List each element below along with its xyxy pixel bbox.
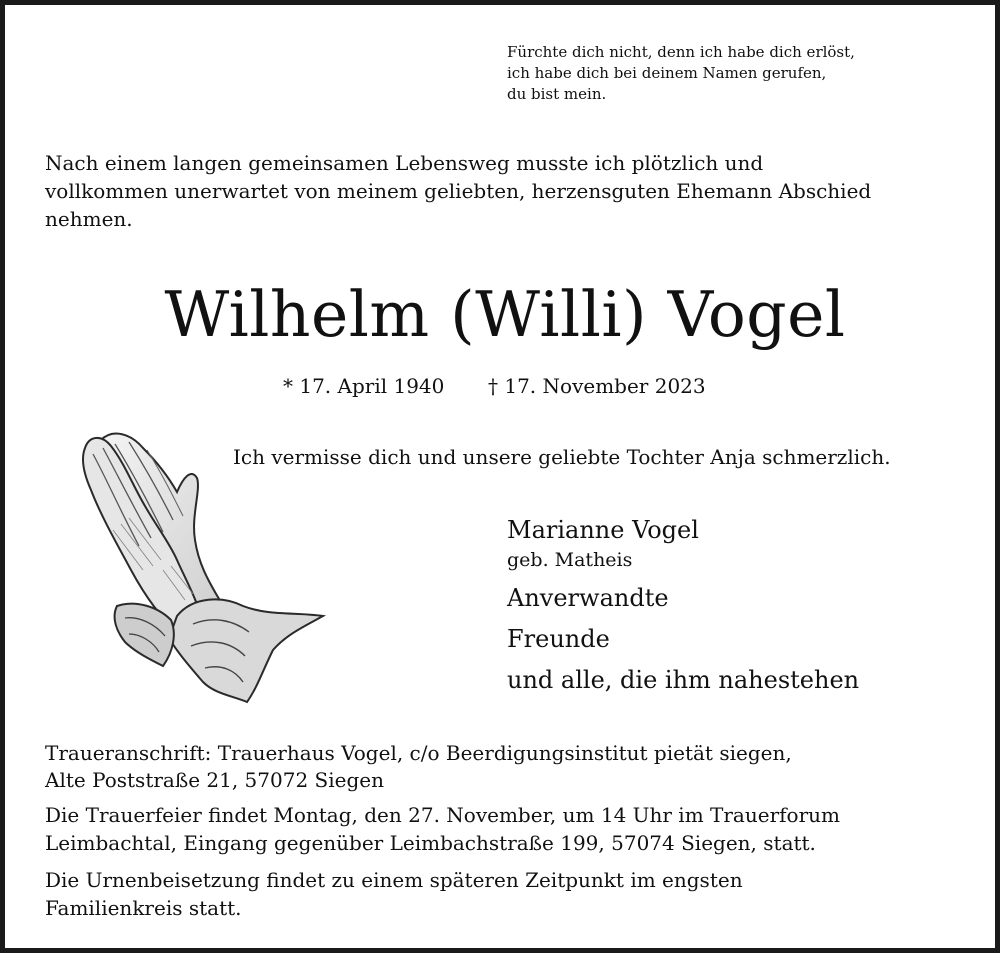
friends-label: Freunde	[507, 625, 610, 653]
relatives-label: Anverwandte	[507, 584, 669, 612]
death-date: † 17. November 2023	[488, 374, 706, 398]
ceremony-line-1: Die Trauerfeier findet Montag, den 27. November, um 14 Uhr im Trauerforum	[45, 803, 840, 827]
address-line-1: Traueranschrift: Trauerhaus Vogel, c/o Beerdigungsinstitut pietät siegen,	[45, 741, 792, 765]
burial-line-1: Die Urnenbeisetzung findet zu einem späteren Zeitpunkt im engsten	[45, 868, 743, 892]
address-line-2: Alte Poststraße 21, 57072 Siegen	[45, 768, 384, 792]
birth-date: * 17. April 1940	[283, 374, 445, 398]
others-label: und alle, die ihm nahestehen	[507, 666, 860, 694]
intro-line-2: vollkommen unerwartet von meinem geliebten, herzensguten Ehemann Abschied	[45, 179, 872, 203]
verse-line-1: Fürchte dich nicht, denn ich habe dich erlöst,	[507, 43, 855, 61]
widow-name: Marianne Vogel	[507, 516, 699, 544]
ceremony-line-2: Leimbachtal, Eingang gegenüber Leimbachstraße 199, 57074 Siegen, statt.	[45, 831, 816, 855]
intro-line-3: nehmen.	[45, 207, 133, 231]
deceased-name: Wilhelm (Willi) Vogel	[164, 278, 846, 351]
maiden-name: geb. Matheis	[507, 549, 633, 571]
verse-line-2: ich habe dich bei deinem Namen gerufen,	[507, 64, 827, 82]
burial-line-2: Familienkreis statt.	[45, 896, 242, 920]
intro-line-1: Nach einem langen gemeinsamen Lebensweg musste ich plötzlich und	[45, 151, 764, 175]
message-text: Ich vermisse dich und unsere geliebte Tochter Anja schmerzlich.	[233, 445, 891, 469]
verse-line-3: du bist mein.	[507, 85, 607, 103]
